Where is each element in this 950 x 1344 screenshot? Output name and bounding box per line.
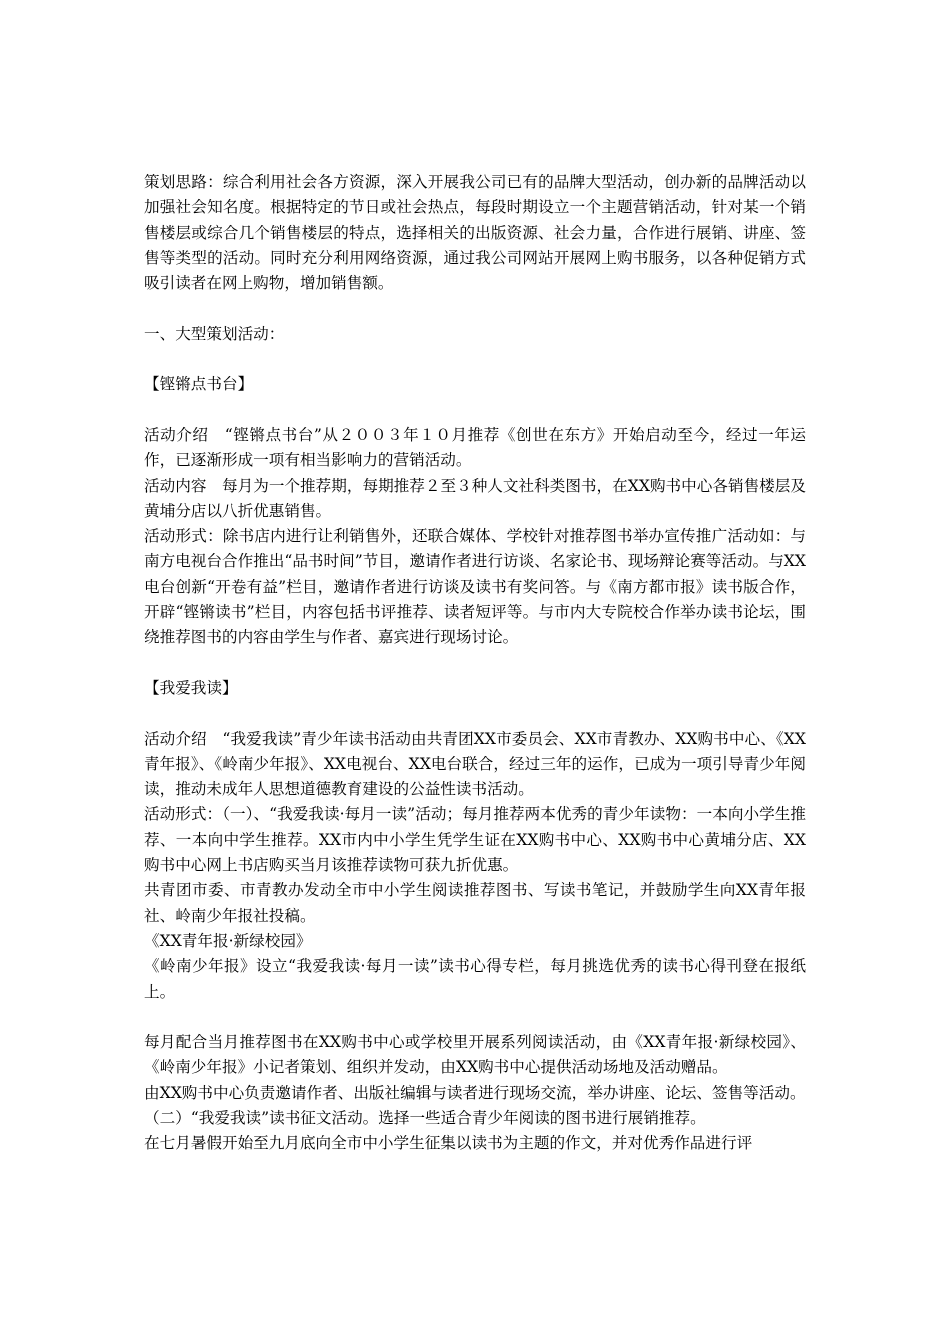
spacer <box>144 296 806 321</box>
spacer <box>144 347 806 372</box>
spacer <box>144 651 806 676</box>
intro-paragraph: 策划思路：综合利用社会各方资源，深入开展我公司已有的品牌大型活动，创办新的品牌活动以加强社会知名度。根据特定的节日或社会热点，每段时期设立一个主题营销活动，针对某一个销售楼层或综合几个销售楼层的特点，选择相关的出版资源、社会力量，合作进行展销、讲座、签售等类型的活动。同时充分利用网络资源，通过我公司网站开展网上购书服务，以各种促销方式吸引读者在网上购物，增加销售额。 <box>144 173 806 293</box>
section-heading: 一、大型策划活动： <box>144 324 285 343</box>
summer-paragraph: 在七月暑假开始至九月底向全市中小学生征集以读书为主题的作文，并对优秀作品进行评 <box>144 1134 753 1153</box>
column-title: 《XX青年报·新绿校园》 <box>144 931 312 950</box>
spacer <box>144 1005 806 1030</box>
document-page <box>144 170 806 1157</box>
activity-intro: 活动介绍 “我爱我读”青少年读书活动由共青团XX市委员会、XX市青教办、XX购书中心、《XX青年报》、《岭南少年报》、XX电视台、XX电台联合，经过三年的运作，已成为一项引导青少年阅读，推动未成年人思想道德教育建设的公益性读书活动。 <box>144 729 806 799</box>
essay-paragraph: （二）“我爱我读”读书征文活动。选择一些适合青少年阅读的图书进行展销推荐。 <box>144 1108 706 1127</box>
activity-form: 活动形式：（一）、“我爱我读·每月一读”活动；每月推荐两本优秀的青少年读物：一本向小学生推荐、一本向中学生推荐。XX市内中小学生凭学生证在XX购书中心、XX购书中心黄埔分店、XX购书中心网上书店购买当月该推荐读物可获九折优惠。 <box>144 805 806 875</box>
spacer <box>144 701 806 726</box>
league-paragraph: 共青团市委、市青教办发动全市中小学生阅读推荐图书、写读书笔记，并鼓励学生向XX青年报社、岭南少年报社投稿。 <box>144 881 806 925</box>
activity-form: 活动形式：除书店内进行让利销售外，还联合媒体、学校针对推荐图书举办宣传推广活动如：与南方电视台合作推出“品书时间”节目，邀请作者进行访谈、名家论书、现场辩论赛等活动。与XX电台创新“开卷有益”栏目，邀请作者进行访谈及读书有奖问答。与《南方都市报》读书版合作，开辟“铿锵读书”栏目，内容包括书评推荐、读者短评等。与市内大专院校合作举办读书论坛，围绕推荐图书的内容由学生与作者、嘉宾进行现场讨论。 <box>144 527 806 647</box>
activity-title: 【我爱我读】 <box>144 678 238 697</box>
spacer <box>144 398 806 423</box>
activity-content: 活动内容 每月为一个推荐期，每期推荐２至３种人文社科类图书，在XX购书中心各销售楼层及黄埔分店以八折优惠销售。 <box>144 476 806 520</box>
activity-intro: 活动介绍 “铿锵点书台”从２００３年１０月推荐《创世在东方》开始启动至今，经过一年运作，已逐渐形成一项有相当影响力的营销活动。 <box>144 425 806 470</box>
activity-title: 【铿锵点书台】 <box>144 375 254 394</box>
invite-paragraph: 由XX购书中心负责邀请作者、出版社编辑与读者进行现场交流，举办讲座、论坛、签售等活动。 <box>144 1083 806 1102</box>
monthly-paragraph: 每月配合当月推荐图书在XX购书中心或学校里开展系列阅读活动，由《XX青年报·新绿校园》、《岭南少年报》小记者策划、组织并发动，由XX购书中心提供活动场地及活动赠品。 <box>144 1033 806 1077</box>
column-paragraph: 《岭南少年报》设立“我爱我读·每月一读”读书心得专栏，每月挑选优秀的读书心得刊登在报纸上。 <box>144 957 806 1001</box>
